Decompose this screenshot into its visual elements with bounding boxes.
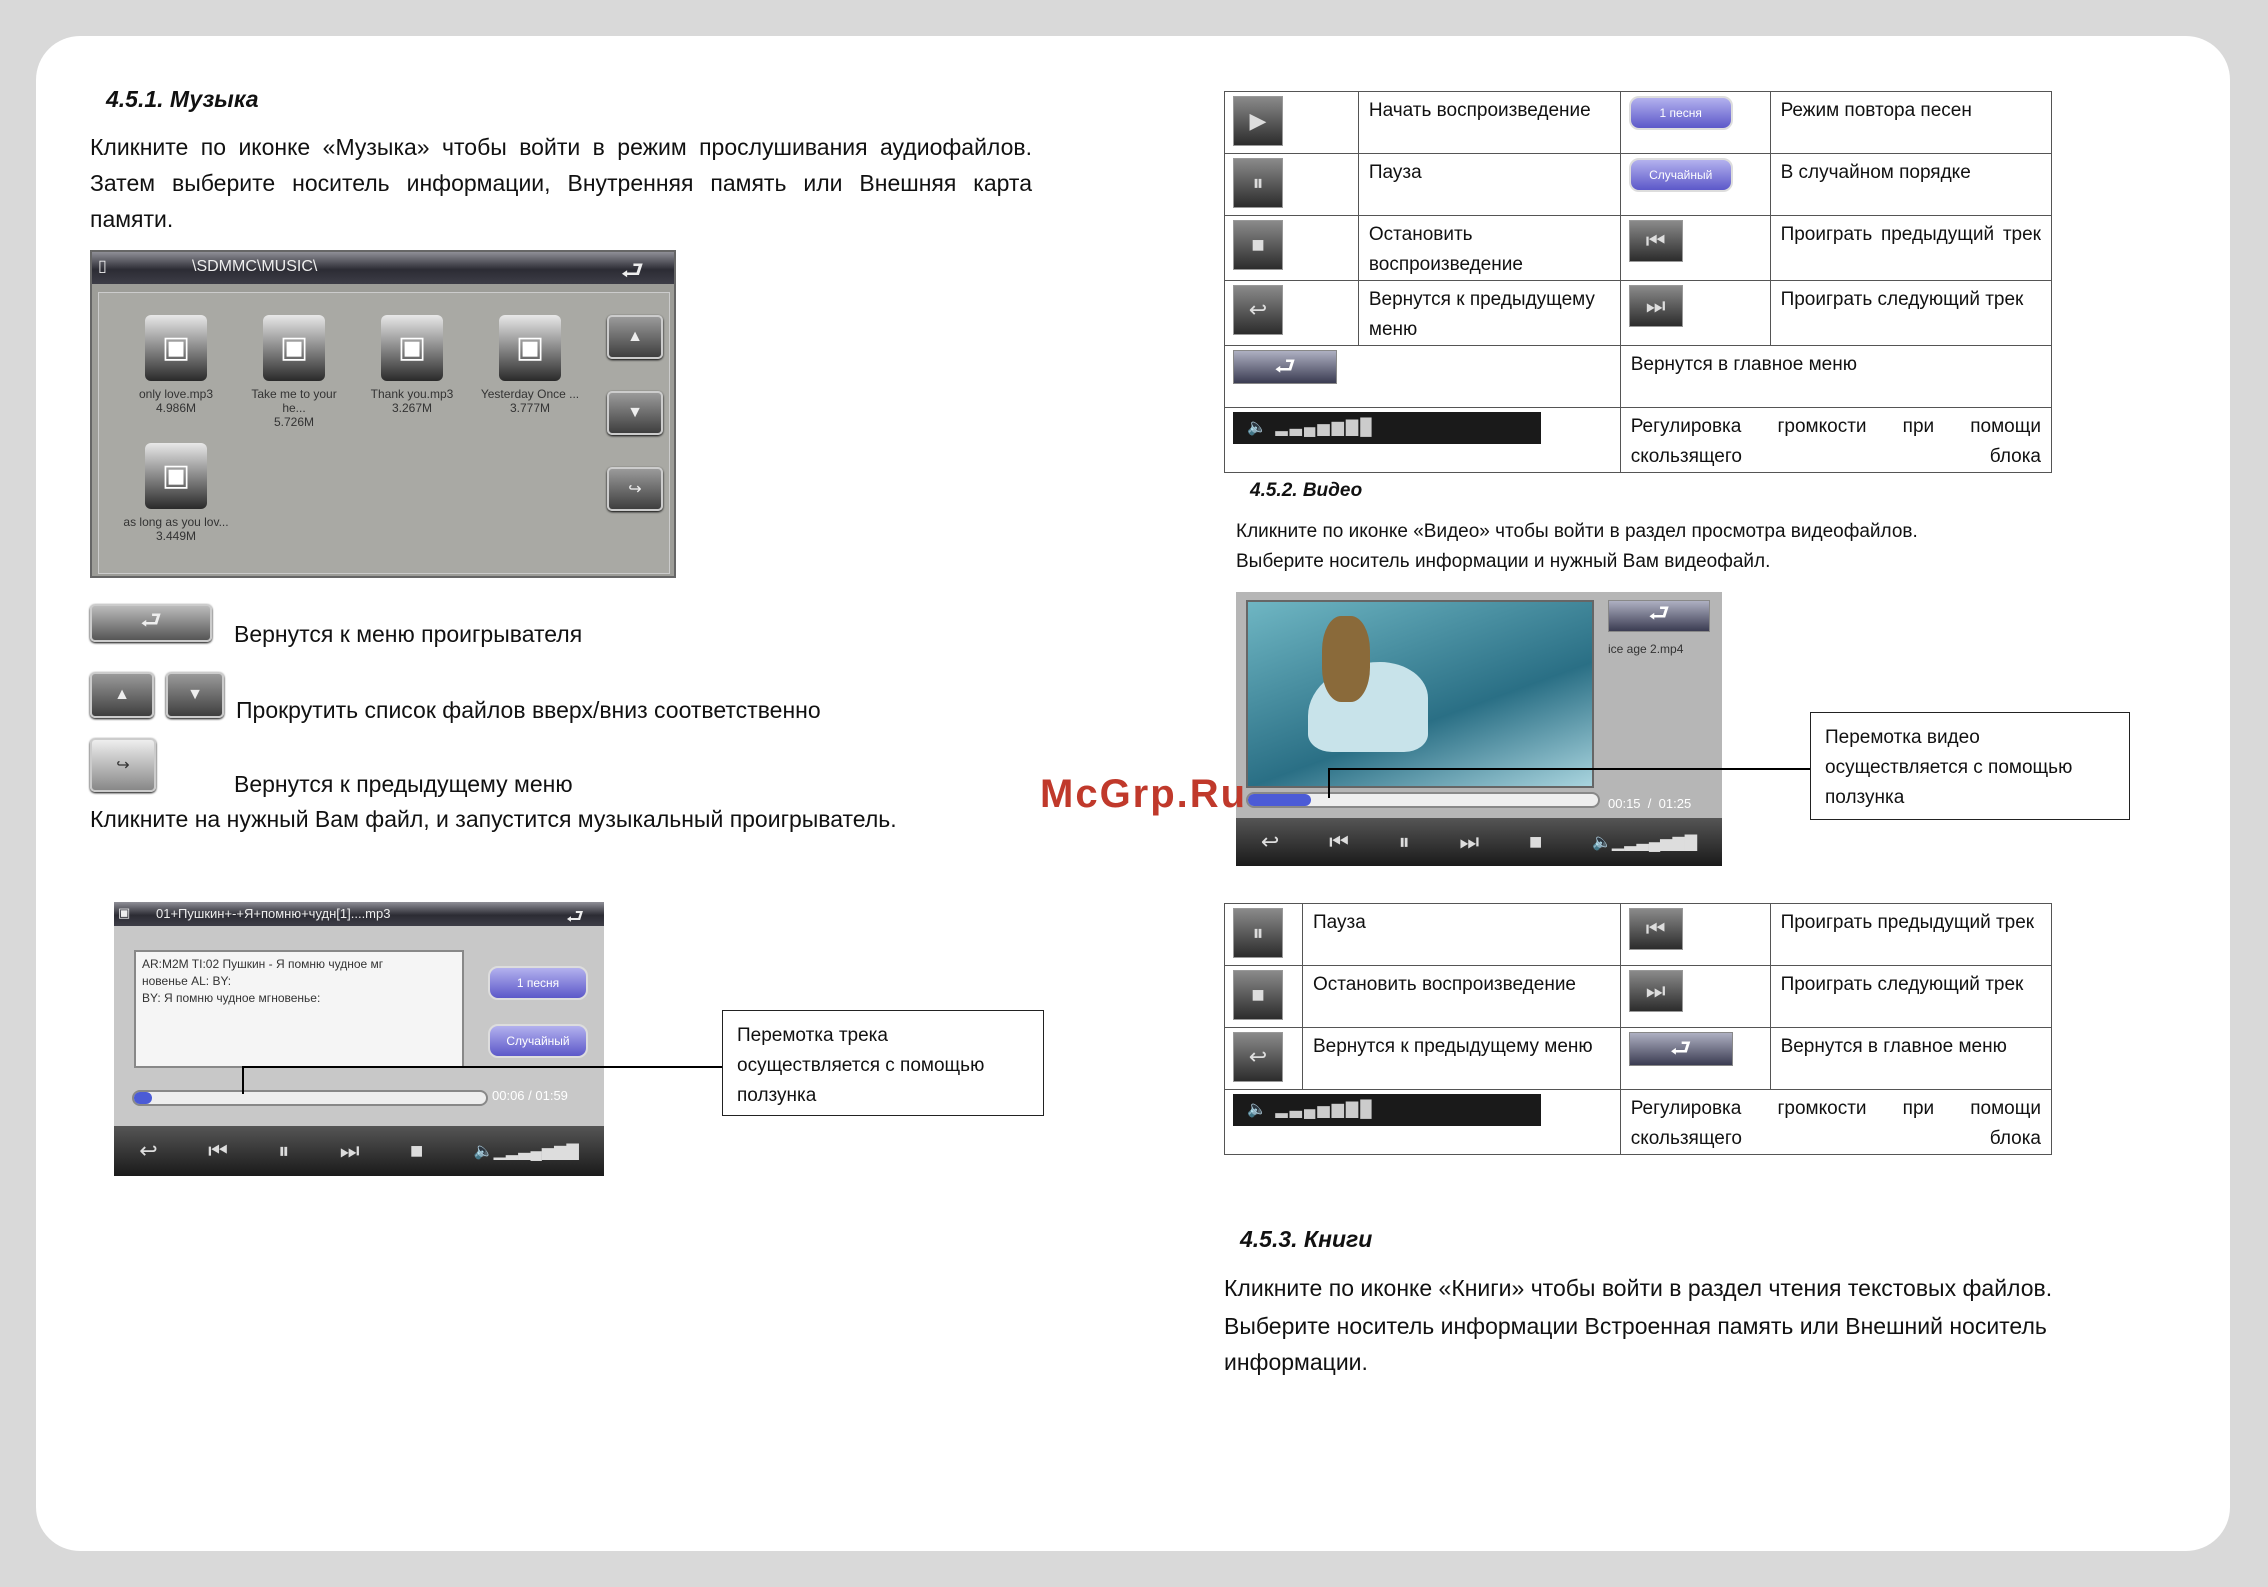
previous-track-icon[interactable]: ⏮ bbox=[208, 1138, 228, 1163]
watermark: McGrp.Ru bbox=[1040, 772, 1248, 816]
sd-card-icon: ▯ bbox=[98, 258, 107, 275]
books-heading: 4.5.3. Книги bbox=[1240, 1226, 1373, 1252]
scroll-up-button[interactable]: ▲ bbox=[607, 315, 663, 359]
video-slider-fill bbox=[1248, 794, 1311, 806]
volume-icon[interactable]: 🔈▁▂▃▄▅▆▇ bbox=[1592, 834, 1698, 851]
file-item[interactable]: ▣ Take me to your he... 5.726M bbox=[239, 315, 349, 429]
video-heading: 4.5.2. Видео bbox=[1250, 480, 1363, 501]
back-icon[interactable]: ↩ bbox=[1260, 829, 1280, 854]
music-player-screenshot bbox=[114, 902, 604, 1176]
callout-line bbox=[242, 1066, 722, 1068]
music-heading: 4.5.1. Музыка bbox=[106, 86, 259, 112]
label-volume: Регулировка громкости при помощи скользящего блока bbox=[1620, 408, 2051, 473]
speaker-icon: ▣ bbox=[145, 315, 207, 381]
stop-icon[interactable]: ■ bbox=[409, 1138, 424, 1163]
previous-menu-button[interactable]: ↪ bbox=[607, 467, 663, 511]
label-next-track: Проиграть следующий трек bbox=[1770, 966, 2051, 1028]
pause-icon[interactable]: ⏸ bbox=[278, 1138, 290, 1163]
file-item[interactable]: ▣ Yesterday Once ... 3.777M bbox=[475, 315, 585, 415]
video-slider[interactable] bbox=[1246, 792, 1600, 808]
back-arrow-icon[interactable]: ⮐ bbox=[620, 255, 644, 285]
volume-icon[interactable]: 🔈▁▂▃▄▅▆▇ bbox=[473, 1143, 579, 1160]
volume-slider-icon: 🔈 ▂▃▄▅▆▇█ bbox=[1233, 412, 1541, 444]
browser-file-area bbox=[98, 292, 670, 574]
label-stop: Остановить воспроизведение bbox=[1358, 216, 1620, 281]
scroll-down-icon: ▼ bbox=[166, 672, 224, 718]
file-item[interactable]: ▣ as long as you lov... 3.449M bbox=[121, 443, 231, 543]
stop-icon[interactable]: ■ bbox=[1528, 829, 1543, 854]
books-intro-2: Выберите носитель информации Встроенная память или Внешний носитель информации. bbox=[1224, 1313, 2047, 1375]
back-arrow-icon[interactable]: ⮐ bbox=[566, 906, 584, 928]
video-time: 00:15 / 01:25 bbox=[1608, 796, 1692, 811]
label-back: Вернутся к предыдущему меню bbox=[1358, 281, 1620, 346]
video-callout-pointer bbox=[1328, 768, 1330, 798]
next-track-icon[interactable]: ⏭ bbox=[339, 1138, 360, 1163]
track-callout: Перемотка трека осуществляется с помощью ползунка bbox=[722, 1010, 1044, 1116]
pause-icon: ⏸ bbox=[1233, 908, 1283, 958]
label-pause: Пауза bbox=[1302, 904, 1620, 966]
pause-icon: ⏸ bbox=[1233, 158, 1283, 208]
track-slider-fill bbox=[134, 1092, 152, 1104]
music-browser-screenshot bbox=[90, 250, 676, 578]
label-prev-track: Проиграть предыдущий трек bbox=[1770, 904, 2051, 966]
video-intro-2: Выберите носитель информации и нужный Вам видеофайл. bbox=[1236, 551, 1771, 572]
video-filename: ice age 2.mp4 bbox=[1608, 642, 1684, 656]
return-player-menu-icon: ⮐ bbox=[90, 604, 212, 642]
main-menu-icon: ⮐ bbox=[1629, 1032, 1733, 1066]
speaker-icon: ▣ bbox=[499, 315, 561, 381]
controls-table-1 bbox=[1224, 91, 2052, 473]
label-back: Вернутся к предыдущему меню bbox=[1302, 1028, 1620, 1090]
controls-table-2 bbox=[1224, 903, 2052, 1155]
label-prev-track: Проиграть предыдущий трек bbox=[1770, 216, 2051, 281]
click-file-text: Кликните на нужный Вам файл, и запустится музыкальный проигрыватель. bbox=[90, 806, 897, 832]
video-player-screenshot bbox=[1236, 592, 1722, 866]
player-title-bar bbox=[114, 902, 604, 926]
file-item[interactable]: ▣ only love.mp3 4.986M bbox=[121, 315, 231, 415]
previous-track-icon[interactable]: ⏮ bbox=[1329, 829, 1349, 854]
back-icon: ↩ bbox=[1233, 1032, 1283, 1082]
stop-icon: ■ bbox=[1233, 970, 1283, 1020]
player-controls bbox=[114, 1126, 604, 1176]
callout-pointer bbox=[242, 1066, 244, 1094]
pause-icon[interactable]: ⏸ bbox=[1398, 829, 1410, 854]
video-scene-squirrel bbox=[1322, 616, 1370, 702]
next-track-icon: ⏭ bbox=[1629, 285, 1683, 327]
music-intro: Кликните по иконке «Музыка» чтобы войти в режим прослушивания аудиофайлов. Затем выберите носитель информации, Внутренняя память или Внешняя карта памяти. bbox=[90, 134, 1032, 232]
track-time: 00:06 / 01:59 bbox=[492, 1088, 568, 1103]
video-frame bbox=[1246, 600, 1594, 788]
browser-path: \SDMMC\MUSIC\ bbox=[192, 258, 318, 275]
books-intro-1: Кликните по иконке «Книги» чтобы войти в раздел чтения текстовых файлов. bbox=[1224, 1275, 2053, 1301]
next-track-icon[interactable]: ⏭ bbox=[1459, 829, 1480, 854]
file-item[interactable]: ▣ Thank you.mp3 3.267M bbox=[357, 315, 467, 415]
label-shuffle: В случайном порядке bbox=[1770, 154, 2051, 216]
label-volume: Регулировка громкости при помощи скользящего блока bbox=[1620, 1090, 2051, 1155]
label-pause: Пауза bbox=[1358, 154, 1620, 216]
repeat-mode-icon: 1 песня bbox=[1629, 96, 1733, 130]
label-main-menu: Вернутся в главное меню bbox=[1620, 346, 2051, 408]
stop-icon: ■ bbox=[1233, 220, 1283, 270]
label-next-track: Проиграть следующий трек bbox=[1770, 281, 2051, 346]
previous-track-icon: ⏮ bbox=[1629, 220, 1683, 262]
scroll-down-button[interactable]: ▼ bbox=[607, 391, 663, 435]
label-repeat: Режим повтора песен bbox=[1770, 92, 2051, 154]
main-menu-icon: ⮐ bbox=[1233, 350, 1337, 384]
shuffle-button[interactable]: Случайный bbox=[488, 1024, 588, 1058]
volume-slider-icon: 🔈 ▂▃▄▅▆▇█ bbox=[1233, 1094, 1541, 1126]
previous-menu-icon: ↪ bbox=[90, 738, 156, 792]
play-icon: ▶ bbox=[1233, 96, 1283, 146]
speaker-icon: ▣ bbox=[145, 443, 207, 509]
track-slider[interactable] bbox=[132, 1090, 488, 1106]
shuffle-icon: Случайный bbox=[1629, 158, 1733, 192]
video-intro-1: Кликните по иконке «Видео» чтобы войти в раздел просмотра видеофайлов. bbox=[1236, 521, 1918, 542]
back-icon: ↩ bbox=[1233, 285, 1283, 335]
scroll-up-icon: ▲ bbox=[90, 672, 154, 718]
previous-track-icon: ⏮ bbox=[1629, 908, 1683, 950]
speaker-icon: ▣ bbox=[263, 315, 325, 381]
speaker-icon: ▣ bbox=[381, 315, 443, 381]
repeat-mode-button[interactable]: 1 песня bbox=[488, 966, 588, 1000]
back-icon[interactable]: ↩ bbox=[139, 1138, 158, 1163]
legend-scroll-label: Прокрутить список файлов вверх/вниз соответственно bbox=[236, 697, 821, 723]
lyrics-box: AR:M2M TI:02 Пушкин - Я помню чудное мг новенье AL: BY: BY: Я помню чудное мгновенье: bbox=[134, 950, 464, 1068]
video-callout: Перемотка видео осуществляется с помощью ползунка bbox=[1810, 712, 2130, 820]
label-stop: Остановить воспроизведение bbox=[1302, 966, 1620, 1028]
video-callout-line bbox=[1328, 768, 1812, 770]
video-controls bbox=[1236, 818, 1722, 866]
label-play: Начать воспроизведение bbox=[1358, 92, 1620, 154]
label-main-menu: Вернутся в главное меню bbox=[1770, 1028, 2051, 1090]
browser-title-bar bbox=[92, 252, 674, 284]
legend-prev-label: Вернутся к предыдущему меню bbox=[234, 771, 573, 797]
legend-return-label: Вернутся к меню проигрывателя bbox=[234, 621, 583, 647]
player-track-title: 01+Пушкин+-+Я+помню+чудн[1]....mp3 bbox=[156, 906, 391, 921]
next-track-icon: ⏭ bbox=[1629, 970, 1683, 1012]
speaker-icon: ▣ bbox=[118, 905, 131, 920]
video-back-button[interactable]: ⮐ bbox=[1608, 600, 1710, 632]
